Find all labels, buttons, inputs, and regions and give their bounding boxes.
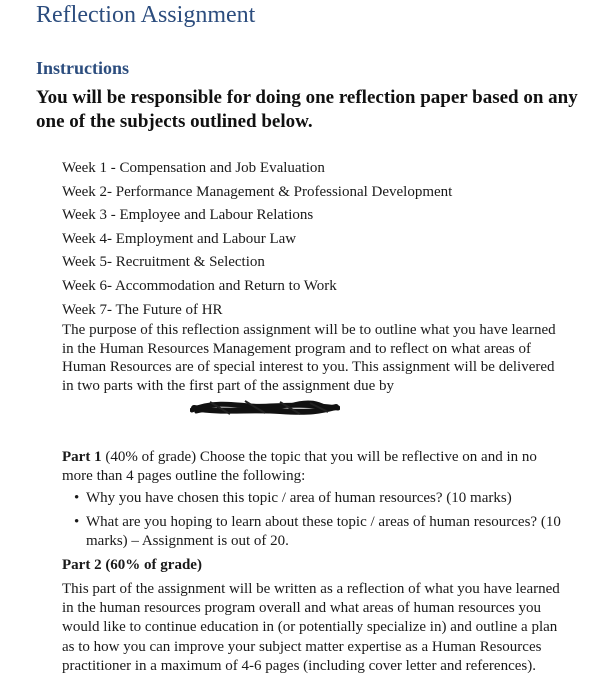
- bullet-icon: •: [74, 490, 80, 506]
- part1-paragraph: [62, 448, 562, 486]
- list-item: [74, 513, 564, 551]
- part2-heading: Part 2 (60% of grade): [62, 557, 202, 573]
- purpose-paragraph: The purpose of this reflection assignment will be to outline what you have learned in the Human Resources Management program and to reflect on what areas of Human Resources are of special interest to you. This assignment will be delivered in two parts with the first part of the assignment due by: [62, 322, 556, 394]
- part2-paragraph: This part of the assignment will be written as a reflection of what you have learned in the human resources program overall and what areas of human resources you would like to continue education in (or potentially specialize in) and outline a plan as to how you can improve your subject matter expertise as a Human Resources practitioner in a maximum of 4-6 pages (including cover letter and references).: [62, 581, 560, 674]
- list-item: Week 7- The Future of HR: [62, 301, 223, 318]
- list-item: Week 5- Recruitment & Selection: [62, 254, 265, 271]
- bullet-text: Why you have chosen this topic / area of human resources? (10 marks): [86, 490, 512, 506]
- list-item: Week 4- Employment and Labour Law: [62, 230, 297, 247]
- bullet-text: What are you hoping to learn about these topic / areas of human resources? (10 marks) – Assignment is out of 20.: [86, 514, 561, 549]
- bullet-icon: •: [74, 514, 80, 530]
- week-list: [62, 157, 582, 322]
- list-item: Week 2- Performance Management & Professional Development: [62, 183, 453, 200]
- part1-label: Part 1: [62, 449, 102, 465]
- list-item: Week 3 - Employee and Labour Relations: [62, 207, 314, 224]
- instructions-heading: Instructions: [36, 58, 130, 78]
- page-title: Reflection Assignment: [36, 2, 256, 28]
- part1-text: (40% of grade) Choose the topic that you will be reflective on and in no more than 4 pages outline the following:: [62, 449, 537, 484]
- list-item: Week 1 - Compensation and Job Evaluation: [62, 160, 325, 176]
- redaction-scribble: [190, 396, 340, 418]
- list-item: [74, 489, 564, 508]
- list-item: Week 6- Accommodation and Return to Work: [62, 277, 337, 294]
- part1-bullet-list: [74, 489, 564, 556]
- lead-paragraph: You will be responsible for doing one reflection paper based on any one of the subjects outlined below.: [36, 87, 578, 132]
